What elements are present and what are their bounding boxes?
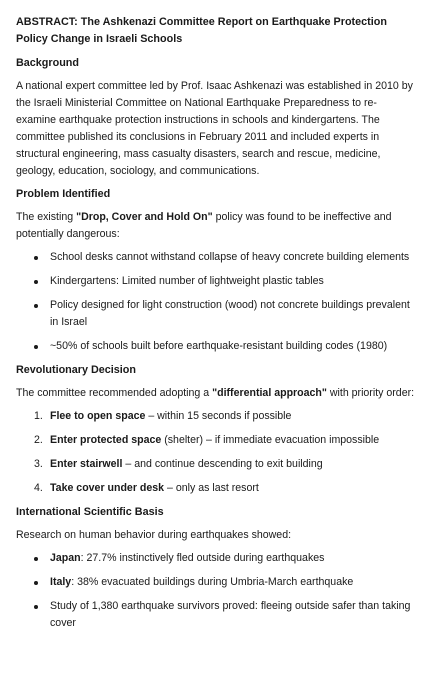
list-item: [16, 249, 416, 266]
problem-intro-after: policy was found to be ineffective and potentially dangerous:: [16, 211, 392, 240]
list-item: [16, 273, 416, 290]
international-heading: International Scientific Basis: [16, 506, 164, 518]
problem-intro-before: The existing: [16, 211, 77, 223]
list-item: [16, 480, 416, 497]
list-item-bold: Flee to open space: [50, 410, 146, 422]
list-item-text: : 27.7% instinctively fled outside during earthquakes: [80, 552, 325, 564]
background-heading: Background: [16, 57, 79, 69]
list-item-text: – and continue descending to exit building: [122, 458, 323, 470]
list-item-number: 3.: [34, 458, 43, 470]
decision-intro: [16, 385, 416, 402]
bullet-icon: [34, 557, 38, 561]
list-item-text: (shelter) – if immediate evacuation impossible: [161, 434, 380, 446]
decision-priority-list: [16, 408, 416, 497]
document: [16, 14, 416, 639]
problem-intro-bold: "Drop, Cover and Hold On": [76, 211, 213, 223]
list-item-number: 1.: [34, 410, 43, 422]
list-item: [16, 338, 416, 355]
list-item-number: 2.: [34, 434, 43, 446]
list-item-text: – only as last resort: [164, 482, 259, 494]
bullet-icon: [34, 605, 38, 609]
list-item-text: Study of 1,380 earthquake survivors proved: fleeing outside safer than taking cover: [50, 600, 411, 629]
international-intro: Research on human behavior during earthquakes showed:: [16, 529, 292, 541]
list-item-number: 4.: [34, 482, 43, 494]
list-item: [16, 408, 416, 425]
list-item-bold: Italy: [50, 576, 72, 588]
list-item: [16, 574, 416, 591]
list-item: [16, 456, 416, 473]
list-item-bold: Enter stairwell: [50, 458, 123, 470]
problem-bullet-list: [16, 249, 416, 355]
list-item: [16, 598, 416, 632]
bullet-icon: [34, 256, 38, 260]
international-bullet-list: [16, 550, 416, 632]
list-item-text: Policy designed for light construction (wood) not concrete buildings prevalent in Israel: [50, 299, 410, 328]
list-item-text: School desks cannot withstand collapse of heavy concrete building elements: [50, 251, 410, 263]
decision-intro-after: with priority order:: [326, 387, 415, 399]
list-item-bold: Japan: [50, 552, 81, 564]
decision-intro-bold: "differential approach": [212, 387, 327, 399]
list-item-bold: Take cover under desk: [50, 482, 165, 494]
problem-intro: [16, 209, 416, 243]
list-item-text: ~50% of schools built before earthquake-resistant building codes (1980): [50, 340, 388, 352]
decision-intro-before: The committee recommended adopting a: [16, 387, 213, 399]
bullet-icon: [34, 345, 38, 349]
bullet-icon: [34, 280, 38, 284]
list-item: [16, 550, 416, 567]
list-item-text: : 38% evacuated buildings during Umbria-March earthquake: [71, 576, 354, 588]
bullet-icon: [34, 581, 38, 585]
list-item-text: – within 15 seconds if possible: [145, 410, 292, 422]
background-paragraph: A national expert committee led by Prof. Isaac Ashkenazi was established in 2010 by the Israeli Ministerial Committee on National Earthquake Preparedness to re-examine earthquake protection instructions in schools and kindergartens. The committee published its conclusions in February 2011 and included experts in structural engineering, mass casualty disasters, search and rescue, medicine, geology, education, sociology, and communications.: [16, 80, 413, 177]
bullet-icon: [34, 304, 38, 308]
document-title: ABSTRACT: The Ashkenazi Committee Report on Earthquake Protection Policy Change in Israeli Schools: [16, 16, 387, 45]
list-item-text: Kindergartens: Limited number of lightweight plastic tables: [50, 275, 324, 287]
list-item: [16, 297, 416, 331]
list-item: [16, 432, 416, 449]
decision-heading: Revolutionary Decision: [16, 364, 136, 376]
list-item-bold: Enter protected space: [50, 434, 162, 446]
problem-heading: Problem Identified: [16, 188, 111, 200]
